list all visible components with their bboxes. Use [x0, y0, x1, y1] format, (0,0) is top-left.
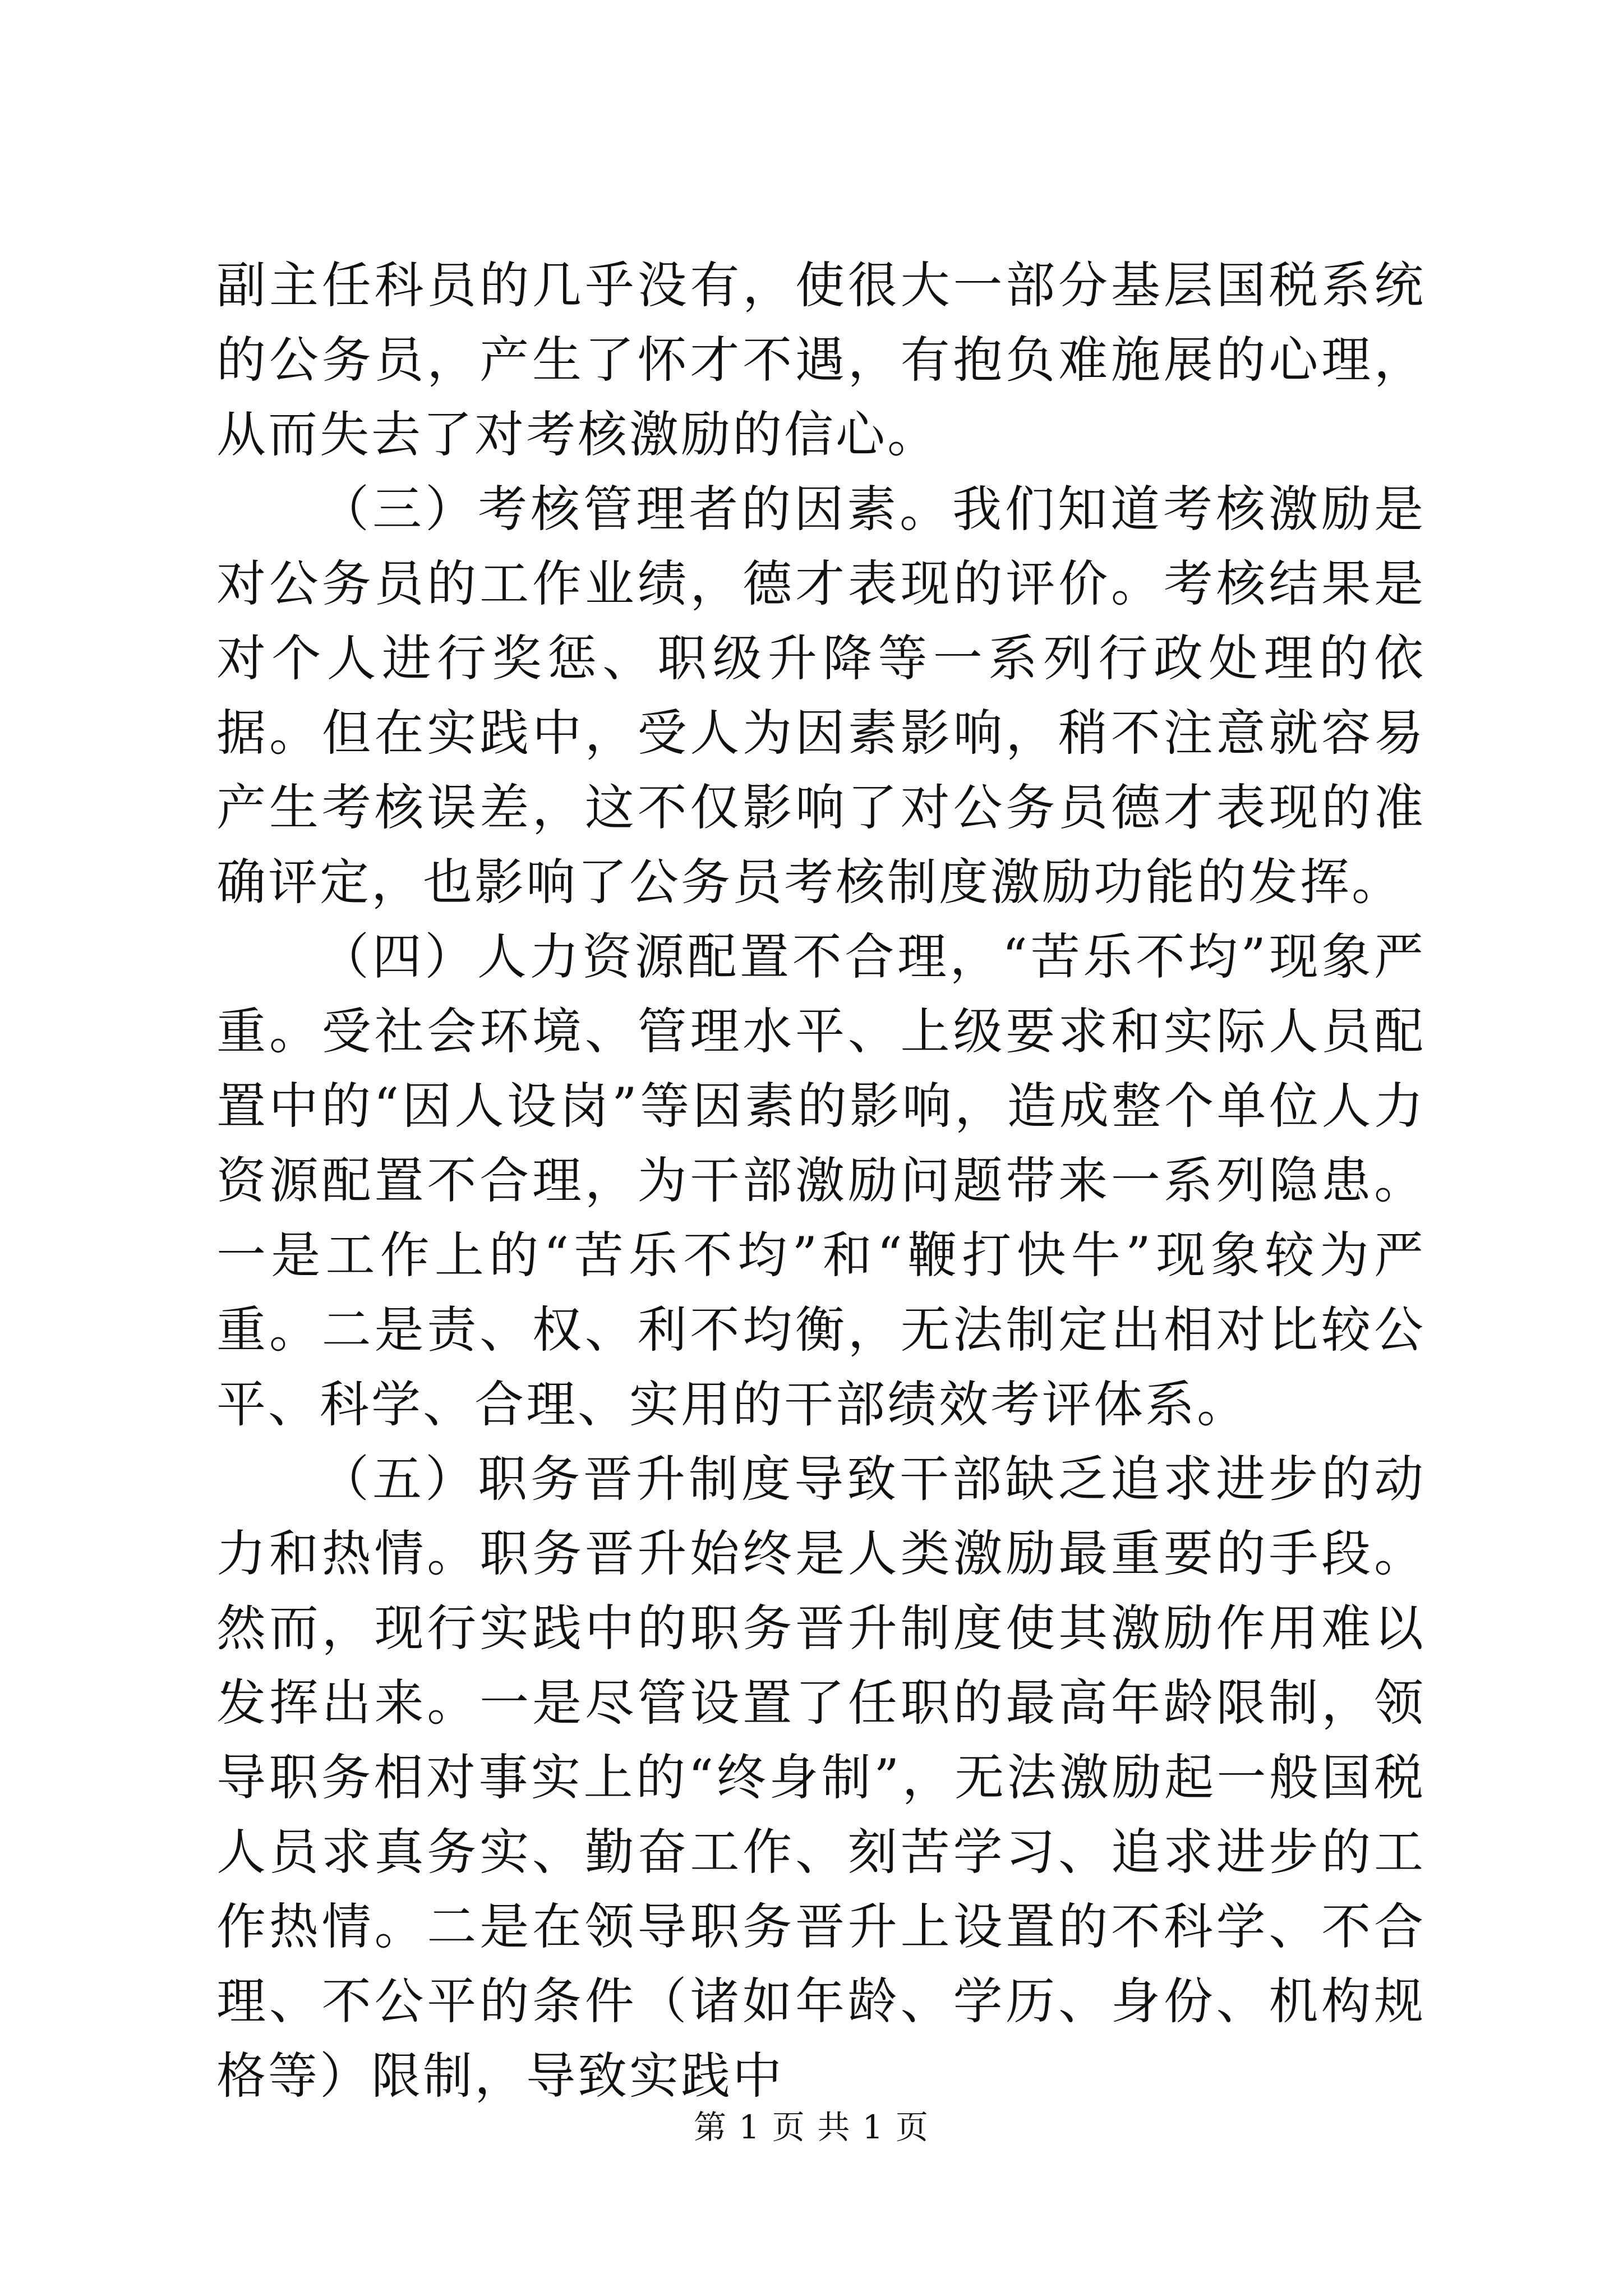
paragraph-1: 副主任科员的几乎没有，使很大一部分基层国税系统的公务员，产生了怀才不遇，有抱负难施展的心理，从而失去了对考核激励的信心。 — [216, 256, 1426, 463]
paragraph-2: （三）考核管理者的因素。我们知道考核激励是对公务员的工作业绩，德才表现的评价。考核结果是对个人进行奖惩、职级升降等一系列行政处理的依据。但在实践中，受人为因素影响，稍不注意就容易产生考核误差，这不仅影响了对公务员德才表现的准确评定，也影响了公务员考核制度激励功能的发挥。 — [216, 480, 1426, 911]
paragraph-3: （四）人力资源配置不合理，“苦乐不均”现象严重。受社会环境、管理水平、上级要求和实际人员配置中的“因人设岗”等因素的影响，造成整个单位人力资源配置不合理，为干部激励问题带来一系列隐患。一是工作上的“苦乐不均”和“鞭打快牛”现象较为严重。二是责、权、利不均衡，无法制定出相对比较公平、科学、合理、实用的干部绩效考评体系。 — [216, 928, 1426, 1433]
document-body — [216, 248, 1426, 2113]
page-footer — [0, 2105, 1623, 2150]
paragraph-4: （五）职务晋升制度导致干部缺乏追求进步的动力和热情。职务晋升始终是人类激励最重要的手段。然而，现行实践中的职务晋升制度使其激励作用难以发挥出来。一是尽管设置了任职的最高年龄限制，领导职务相对事实上的“终身制”，无法激励起一般国税人员求真务实、勤奋工作、刻苦学习、追求进步的工作热情。二是在领导职务晋升上设置的不科学、不合理、不公平的条件（诸如年龄、学历、身份、机构规格等）限制，导致实践中 — [216, 1450, 1426, 2105]
page-number-label: 第 1 页 共 1 页 — [694, 2108, 929, 2146]
